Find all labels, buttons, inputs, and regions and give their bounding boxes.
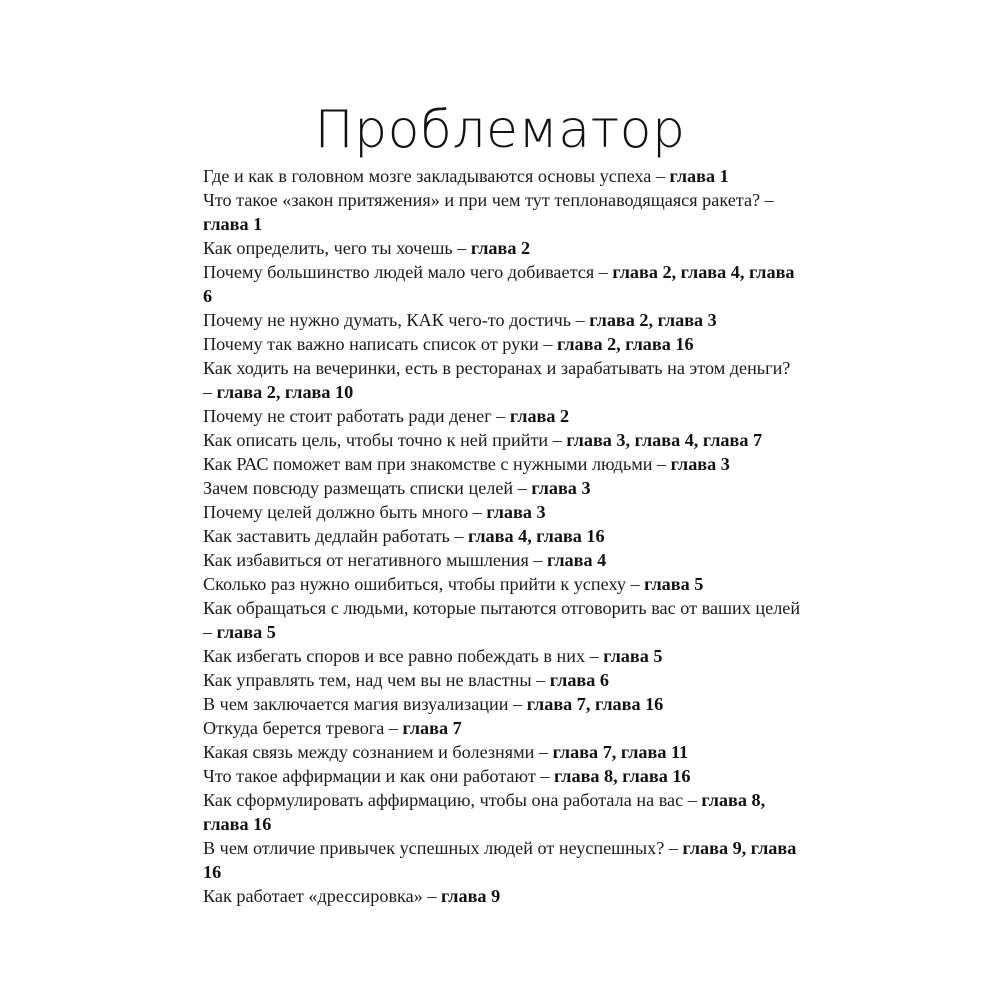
- dash: –: [664, 838, 683, 858]
- question-text: Почему так важно написать список от руки: [203, 334, 539, 354]
- dash: –: [531, 670, 550, 690]
- list-item: [203, 236, 803, 260]
- chapter-reference: глава 5: [603, 646, 663, 666]
- chapter-reference: глава 4: [547, 550, 607, 570]
- question-text: Как избавиться от негативного мышления: [203, 550, 529, 570]
- problem-index-list: [203, 164, 803, 908]
- dash: –: [513, 478, 532, 498]
- dash: –: [535, 766, 554, 786]
- dash: –: [491, 406, 510, 426]
- chapter-reference: глава 4, глава 16: [468, 526, 605, 546]
- question-text: Почему целей должно быть много: [203, 502, 469, 522]
- question-text: Как описать цель, чтобы точно к ней прийти: [203, 430, 549, 450]
- question-text: Откуда берется тревога: [203, 718, 385, 738]
- chapter-reference: глава 1: [203, 214, 263, 234]
- dash: –: [452, 238, 471, 258]
- dash: –: [548, 430, 567, 450]
- list-item: [203, 836, 803, 884]
- chapter-reference: глава 2, глава 16: [556, 334, 694, 354]
- dash: –: [449, 526, 469, 546]
- chapter-reference: глава 7, глава 16: [526, 694, 664, 714]
- page-title: Проблематор: [314, 99, 686, 160]
- dash: –: [528, 550, 547, 570]
- chapter-reference: глава 8, глава 16: [553, 766, 691, 786]
- chapter-reference: глава 5: [644, 574, 704, 594]
- question-text: Как управлять тем, над чем вы не властны: [203, 670, 532, 690]
- chapter-reference: глава 2: [470, 238, 531, 258]
- question-text: Почему не нужно думать, КАК чего-то достичь: [203, 310, 572, 330]
- dash: –: [508, 694, 527, 714]
- list-item: [203, 668, 803, 692]
- question-text: Какая связь между сознанием и болезнями: [203, 742, 535, 762]
- chapter-reference: глава 3, глава 4, глава 7: [566, 430, 763, 450]
- list-item: [203, 788, 803, 836]
- question-text: Как обращаться с людьми, которые пытаются отговорить вас от ваших целей: [203, 598, 801, 618]
- chapter-reference: глава 2, глава 10: [216, 382, 354, 402]
- list-item: [203, 692, 803, 716]
- dash: –: [538, 334, 557, 354]
- list-item: [203, 164, 803, 188]
- chapter-reference: глава 1: [669, 166, 729, 186]
- list-item: [203, 500, 803, 524]
- dash: –: [203, 382, 217, 402]
- list-item: [203, 308, 803, 332]
- list-item: [203, 884, 803, 908]
- chapter-reference: глава 9, глава 16: [203, 838, 797, 882]
- question-text: Где и как в головном мозге закладываются основы успеха: [203, 166, 652, 186]
- dash: –: [652, 454, 671, 474]
- list-item: [203, 764, 803, 788]
- question-text: Что такое аффирмации и как они работают: [203, 766, 536, 786]
- chapter-reference: глава 5: [216, 622, 276, 642]
- dash: –: [683, 790, 702, 810]
- question-text: Как работает «дрессировка»: [203, 886, 423, 906]
- list-item: [203, 188, 803, 236]
- dash: –: [594, 262, 613, 282]
- list-item: [203, 260, 803, 308]
- question-text: Как ходить на вечеринки, есть в ресторанах и зарабатывать на этом деньги?: [203, 358, 791, 378]
- dash: –: [534, 742, 553, 762]
- question-text: Как определить, чего ты хочешь: [203, 238, 453, 258]
- list-item: [203, 452, 803, 476]
- list-item: [203, 716, 803, 740]
- list-item: [203, 356, 803, 404]
- list-item: [203, 740, 803, 764]
- dash: –: [468, 502, 487, 522]
- dash: –: [585, 646, 604, 666]
- question-text: Как избегать споров и все равно побеждать в них: [203, 646, 586, 666]
- chapter-reference: глава 3: [670, 454, 730, 474]
- chapter-reference: глава 7, глава 11: [552, 742, 689, 762]
- question-text: Зачем повсюду размещать списки целей: [203, 478, 514, 498]
- dash: –: [571, 310, 590, 330]
- dash: –: [651, 166, 670, 186]
- list-item: [203, 644, 803, 668]
- dash: –: [625, 574, 645, 594]
- chapter-reference: глава 9: [440, 886, 501, 906]
- chapter-reference: глава 3: [486, 502, 546, 522]
- list-item: [203, 596, 803, 644]
- question-text: В чем отличие привычек успешных людей от неуспешных?: [203, 838, 665, 858]
- chapter-reference: глава 2, глава 4, глава 6: [203, 262, 795, 306]
- question-text: Как РАС поможет вам при знакомстве с нужными людьми: [203, 454, 653, 474]
- dash: –: [203, 622, 217, 642]
- dash: –: [384, 718, 403, 738]
- list-item: [203, 524, 803, 548]
- chapter-reference: глава 2, глава 3: [589, 310, 717, 330]
- list-item: [203, 548, 803, 572]
- list-item: [203, 404, 803, 428]
- question-text: Почему большинство людей мало чего добивается: [203, 262, 595, 282]
- question-text: В чем заключается магия визуализации: [203, 694, 509, 714]
- question-text: Сколько раз нужно ошибиться, чтобы прийти к успеху: [203, 574, 626, 594]
- list-item: [203, 572, 803, 596]
- list-item: [203, 332, 803, 356]
- list-item: [203, 428, 803, 452]
- chapter-reference: глава 2: [509, 406, 570, 426]
- dash: –: [760, 190, 774, 210]
- question-text: Почему не стоит работать ради денег: [203, 406, 492, 426]
- chapter-reference: глава 7: [402, 718, 462, 738]
- chapter-reference: глава 3: [531, 478, 591, 498]
- dash: –: [422, 886, 441, 906]
- question-text: Как сформулировать аффирмацию, чтобы она работала на вас: [203, 790, 684, 810]
- question-text: Что такое «закон притяжения» и при чем тут теплонаводящаяся ракета?: [203, 190, 761, 210]
- chapter-reference: глава 6: [549, 670, 609, 690]
- list-item: [203, 476, 803, 500]
- chapter-reference: глава 8, глава 16: [203, 790, 766, 834]
- question-text: Как заставить дедлайн работать: [203, 526, 450, 546]
